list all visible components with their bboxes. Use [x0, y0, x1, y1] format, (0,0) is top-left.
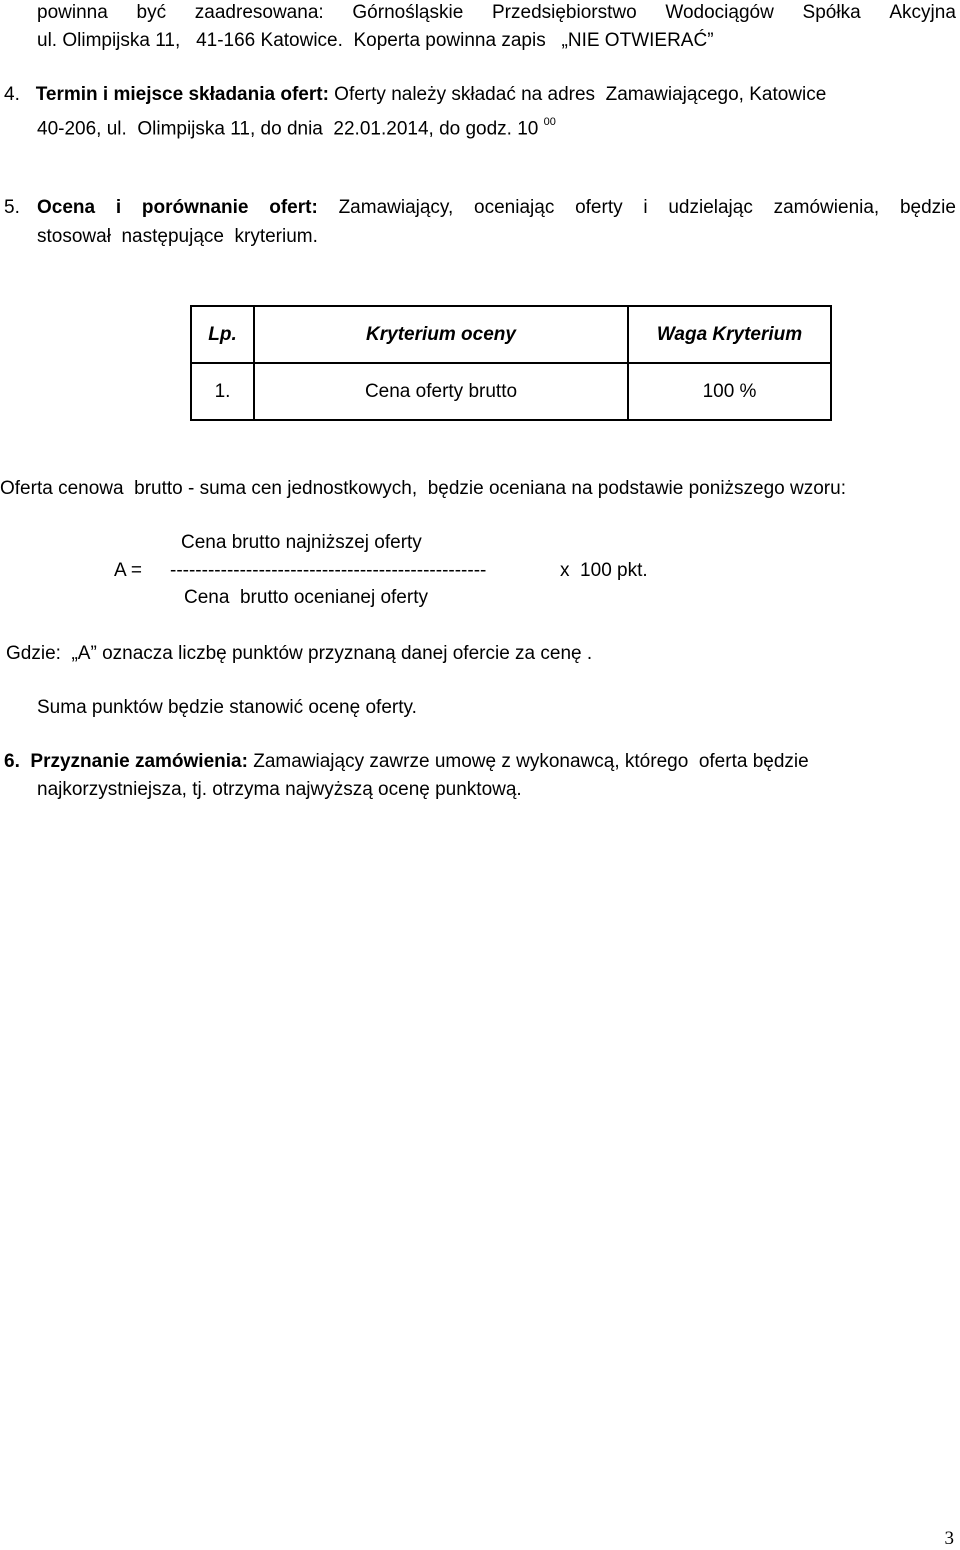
formula-lhs: A = [114, 560, 142, 581]
word: ofert: [269, 197, 318, 218]
table-cell: Cena oferty brutto [254, 363, 628, 420]
word: i [643, 197, 648, 218]
formula-denominator: Cena brutto ocenianej oferty [184, 587, 428, 608]
table-header-cell: Lp. [191, 306, 254, 363]
section-5-number: 5. [4, 197, 20, 218]
section-5-line-2: stosował następujące kryterium. [37, 226, 318, 247]
word: zaadresowana: [194, 2, 324, 23]
formula-fraction-line: -------------------------------------------------- [170, 560, 487, 581]
section-4-text: Oferty należy składać na adres Zamawiającego, Katowice [328, 84, 827, 105]
section-4-line-1 [4, 84, 826, 106]
word: udzielając [668, 197, 753, 218]
word: Przedsiębiorstwo [492, 2, 637, 23]
section-4-line-2 [37, 113, 556, 140]
section-4-minutes: 00 [543, 116, 556, 128]
word: i [115, 197, 122, 218]
word: Wodociągów [665, 2, 774, 23]
section-6-number: 6. [4, 751, 20, 772]
section-6-line-2: najkorzystniejsza, tj. otrzyma najwyższą ocenę punktową. [37, 779, 522, 800]
word: Ocena [37, 197, 96, 218]
word: zamówienia, [773, 197, 880, 218]
address-line-2: ul. Olimpijska 11, 41-166 Katowice. Koperta powinna zapis „NIE OTWIERAĆ” [37, 30, 714, 51]
address-line-1 [37, 2, 956, 24]
criteria-table [190, 305, 832, 421]
section-4-deadline: 40-206, ul. Olimpijska 11, do dnia 22.01.2014, do godz. 10 [37, 118, 539, 140]
table-cell: 100 % [628, 363, 831, 420]
table-header-cell: Kryterium oceny [254, 306, 628, 363]
word: być [136, 2, 167, 23]
word: porównanie [141, 197, 249, 218]
formula-intro: Oferta cenowa brutto - suma cen jednostkowych, będzie oceniana na podstawie poniższego wzoru: [0, 478, 846, 499]
table-cell: 1. [191, 363, 254, 420]
word: Zamawiający, [338, 197, 454, 218]
sum-note: Suma punktów będzie stanowić ocenę oferty. [37, 697, 417, 718]
section-4-number: 4. [4, 84, 20, 105]
section-4-heading: Termin i miejsce składania ofert: [35, 84, 329, 105]
table-header-row [191, 306, 831, 363]
section-6-text: Zamawiający zawrze umowę z wykonawcą, którego oferta będzie [247, 751, 809, 772]
formula-multiplier: x 100 pkt. [560, 560, 648, 581]
formula-numerator: Cena brutto najniższej oferty [181, 532, 422, 553]
word: Górnośląskie [352, 2, 464, 23]
formula-explanation: Gdzie: „A” oznacza liczbę punktów przyznaną danej ofercie za cenę . [6, 643, 593, 664]
word: powinna [37, 2, 108, 23]
word: Akcyjna [889, 2, 956, 23]
word: oferty [575, 197, 623, 218]
table-header-cell: Waga Kryterium [628, 306, 831, 363]
page-number: 3 [944, 1528, 954, 1549]
word: oceniając [474, 197, 555, 218]
word: Spółka [802, 2, 861, 23]
section-6-heading: Przyznanie zamówienia: [30, 751, 248, 772]
table-row [191, 363, 831, 420]
section-6-line-1 [4, 751, 809, 773]
word: będzie [899, 197, 956, 218]
section-5-line-1 [37, 197, 956, 219]
